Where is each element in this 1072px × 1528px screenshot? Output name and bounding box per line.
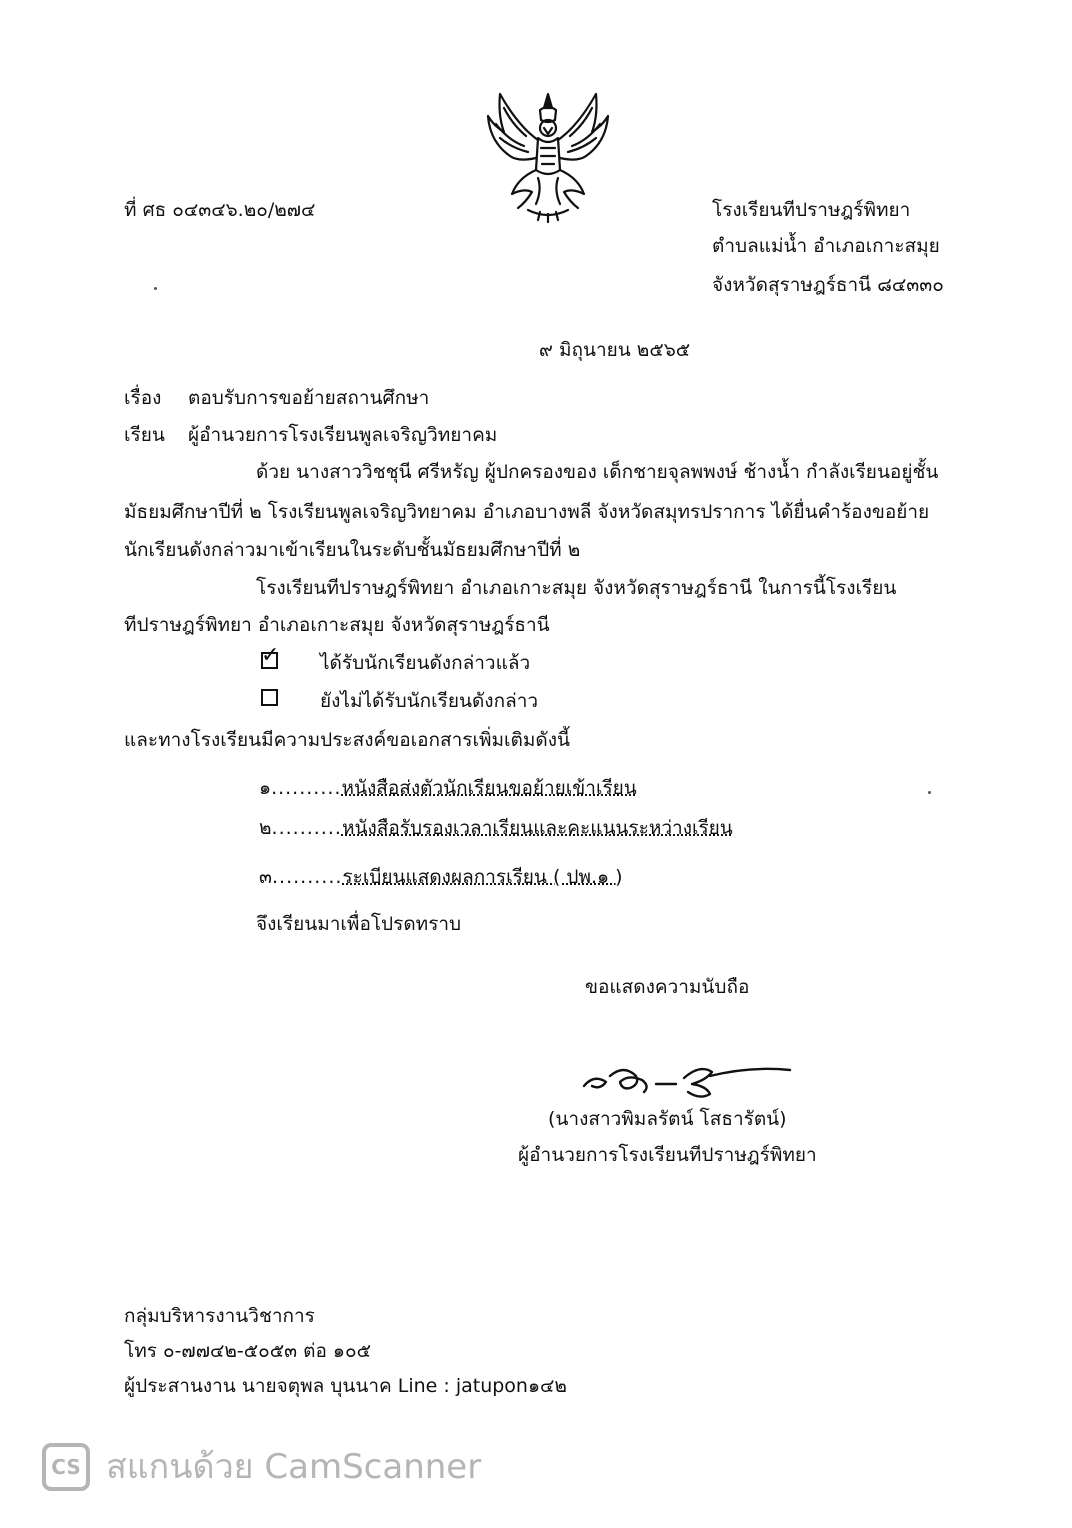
- document-text: หนังสือรับรองเวลาเรียนและคะแนนระหว่างเรียน: [341, 817, 733, 839]
- signatory-name: (นางสาวพิมลรัตน์ โสธารัตน์): [548, 1108, 787, 1130]
- body-paragraph-1-line-2: มัธยมศึกษาปีที่ ๒ โรงเรียนพูลเจริญวิทยาคม อำเภอบางพลี จังหวัดสมุทรปราการ ได้ยื่นคำร้องขอย้าย: [124, 501, 930, 523]
- option-not-received-label: ยังไม่ได้รับนักเรียนดังกล่าว: [320, 690, 539, 712]
- subject-label: เรื่อง: [124, 387, 162, 409]
- check-mark-icon: ✓: [261, 643, 280, 668]
- closing-line: จึงเรียนมาเพื่อโปรดทราบ: [256, 913, 462, 935]
- recipient-label: เรียน: [124, 424, 165, 446]
- document-dots: ..........: [271, 777, 342, 799]
- scan-speck: [928, 791, 931, 794]
- document-number: ๓: [259, 866, 272, 888]
- body-paragraph-2-line-1: โรงเรียนทีปราษฎร์พิทยา อำเภอเกาะสมุย จังหวัดสุราษฎร์ธานี ในการนี้โรงเรียน: [256, 577, 897, 599]
- address-line-2: จังหวัดสุราษฎร์ธานี ๘๔๓๓๐: [712, 274, 944, 296]
- document-item-1: [259, 775, 637, 801]
- contact-phone: โทร ๐-๗๗๔๒-๕๐๕๓ ต่อ ๑๐๕: [124, 1340, 371, 1362]
- regards: ขอแสดงความนับถือ: [585, 976, 750, 998]
- received-checkbox: [261, 643, 280, 669]
- signature-icon: [580, 1056, 795, 1106]
- camscanner-logo-icon: CS: [42, 1443, 90, 1491]
- body-paragraph-2-line-2: ทีปราษฎร์พิทยา อำเภอเกาะสมุย จังหวัดสุราษฎร์ธานี: [124, 614, 550, 636]
- signatory-position: ผู้อำนวยการโรงเรียนทีปราษฎร์พิทยา: [518, 1144, 817, 1166]
- reference-number: ที่ ศธ ๐๔๓๔๖.๒๐/๒๗๔: [124, 199, 316, 221]
- document-number: ๑: [259, 777, 272, 799]
- document-number: ๒: [259, 817, 272, 839]
- scan-speck: [154, 287, 157, 290]
- body-paragraph-1-line-1: ด้วย นางสาววิชชุนี ศรีหรัญ ผู้ปกครองของ เด็กชายจุลพพงษ์ ช้างน้ำ กำลังเรียนอยู่ชั้น: [256, 461, 939, 483]
- school-name: โรงเรียนทีปราษฎร์พิทยา: [712, 199, 911, 221]
- subject-text: ตอบรับการขอย้ายสถานศึกษา: [188, 387, 430, 409]
- camscanner-watermark: สแกนด้วย CamScanner: [106, 1447, 482, 1487]
- document-item-3: [259, 864, 623, 890]
- document-dots: ..........: [271, 817, 342, 839]
- option-received-label: ได้รับนักเรียนดังกล่าวแล้ว: [320, 652, 531, 674]
- letter-date: ๙ มิถุนายน ๒๕๖๕: [539, 339, 691, 361]
- department-name: กลุ่มบริหารงานวิชาการ: [124, 1305, 315, 1327]
- document-item-2: [259, 815, 733, 841]
- coordinator-contact: ผู้ประสานงาน นายจตุพล บุนนาค Line : jatupon๑๔๒: [124, 1375, 567, 1397]
- not-received-checkbox: [261, 689, 278, 706]
- body-paragraph-1-line-3: นักเรียนดังกล่าวมาเข้าเรียนในระดับชั้นมัธยมศึกษาปีที่ ๒: [124, 539, 581, 561]
- documents-intro: และทางโรงเรียนมีความประสงค์ขอเอกสารเพิ่มเติมดังนี้: [124, 729, 571, 751]
- document-dots: ..........: [272, 866, 343, 888]
- recipient-text: ผู้อำนวยการโรงเรียนพูลเจริญวิทยาคม: [188, 424, 498, 446]
- garuda-emblem-icon: [478, 86, 618, 226]
- document-text: หนังสือส่งตัวนักเรียนขอย้ายเข้าเรียน: [341, 777, 637, 799]
- document-text: ระเบียนแสดงผลการเรียน ( ปพ.๑ ): [342, 866, 623, 888]
- address-line-1: ตำบลแม่น้ำ อำเภอเกาะสมุย: [712, 235, 940, 257]
